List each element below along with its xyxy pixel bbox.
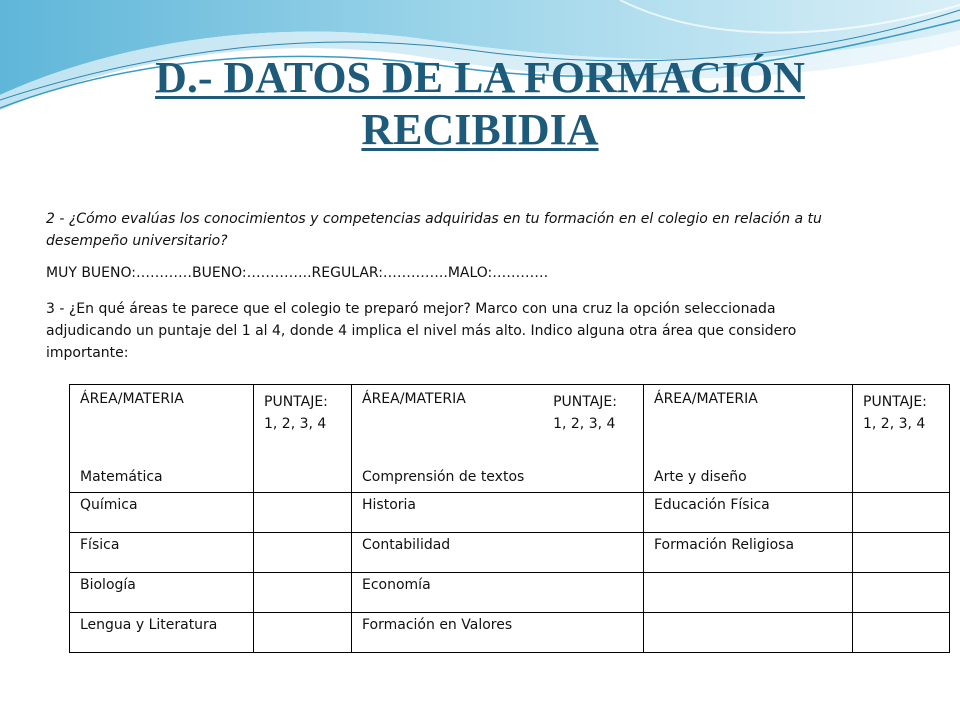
header-area-label-2: ÁREA/MATERIA [362, 391, 466, 407]
subject-cell: Educación Física [644, 493, 853, 533]
header-puntaje-label-2: PUNTAJE: [553, 394, 617, 410]
table-row [70, 493, 950, 533]
question-3 [46, 298, 846, 364]
subject-arte-diseno: Arte y diseño [654, 469, 747, 485]
score-cell[interactable] [254, 533, 352, 573]
table-row [70, 533, 950, 573]
header-area-cell-1 [70, 385, 254, 493]
question-3-line-1: 3 - ¿En qué áreas te parece que el colegio te preparó mejor? Marco con una cruz la opción seleccionada [46, 301, 776, 317]
subject-cell: Formación Religiosa [644, 533, 853, 573]
header-puntaje-label-3: PUNTAJE: [863, 394, 927, 410]
header-puntaje-cell-1[interactable] [254, 385, 352, 493]
subject-cell: Química [70, 493, 254, 533]
score-cell[interactable] [853, 613, 950, 653]
subject-cell: Lengua y Literatura [70, 613, 254, 653]
title-line-1: D.- DATOS DE LA FORMACIÓN [155, 53, 805, 102]
score-cell[interactable] [254, 613, 352, 653]
header-puntaje-scale-3: 1, 2, 3, 4 [863, 416, 926, 432]
subject-cell: Biología [70, 573, 254, 613]
header-area-cell-3 [644, 385, 853, 493]
header-puntaje-scale-2: 1, 2, 3, 4 [553, 416, 616, 432]
header-puntaje-scale-1: 1, 2, 3, 4 [264, 416, 327, 432]
header-area-label-1: ÁREA/MATERIA [80, 391, 184, 407]
subject-cell: Contabilidad [352, 533, 644, 573]
header-puntaje-label-1: PUNTAJE: [264, 394, 328, 410]
table-header-row [70, 385, 950, 493]
question-2-line-2: desempeño universitario? [46, 233, 228, 249]
subject-comprension-textos: Comprensión de textos [362, 469, 525, 485]
survey-questions [46, 208, 846, 374]
header-area-label-3: ÁREA/MATERIA [654, 391, 758, 407]
score-cell[interactable] [853, 573, 950, 613]
subject-cell: Economía [352, 573, 644, 613]
score-cell[interactable] [853, 533, 950, 573]
score-cell[interactable] [254, 493, 352, 533]
subject-cell [644, 573, 853, 613]
subject-cell [644, 613, 853, 653]
table-row [70, 613, 950, 653]
subject-cell: Historia [352, 493, 644, 533]
header-puntaje-inline [553, 391, 617, 435]
subject-matematica: Matemática [80, 469, 163, 485]
score-cell[interactable] [254, 573, 352, 613]
header-puntaje-cell-3[interactable] [853, 385, 950, 493]
areas-table [69, 384, 950, 653]
table-row [70, 573, 950, 613]
title-line-2: RECIBIDIA [361, 105, 599, 154]
areas-table-container [69, 384, 927, 654]
subject-cell: Física [70, 533, 254, 573]
rating-line: MUY BUENO:…………BUENO:…………..REGULAR:…………..MALO:………… [46, 265, 549, 281]
question-2 [46, 208, 846, 252]
question-3-line-2: adjudicando un puntaje del 1 al 4, donde 4 implica el nivel más alto. Indico alguna otra área que considero [46, 323, 797, 339]
page-title [0, 52, 960, 156]
score-cell[interactable] [853, 493, 950, 533]
question-2-line-1: 2 - ¿Cómo evalúas los conocimientos y competencias adquiridas en tu formación en el colegio en relación a tu [46, 211, 822, 227]
header-area-cell-2 [352, 385, 644, 493]
subject-cell: Formación en Valores [352, 613, 644, 653]
question-3-line-3: importante: [46, 345, 129, 361]
